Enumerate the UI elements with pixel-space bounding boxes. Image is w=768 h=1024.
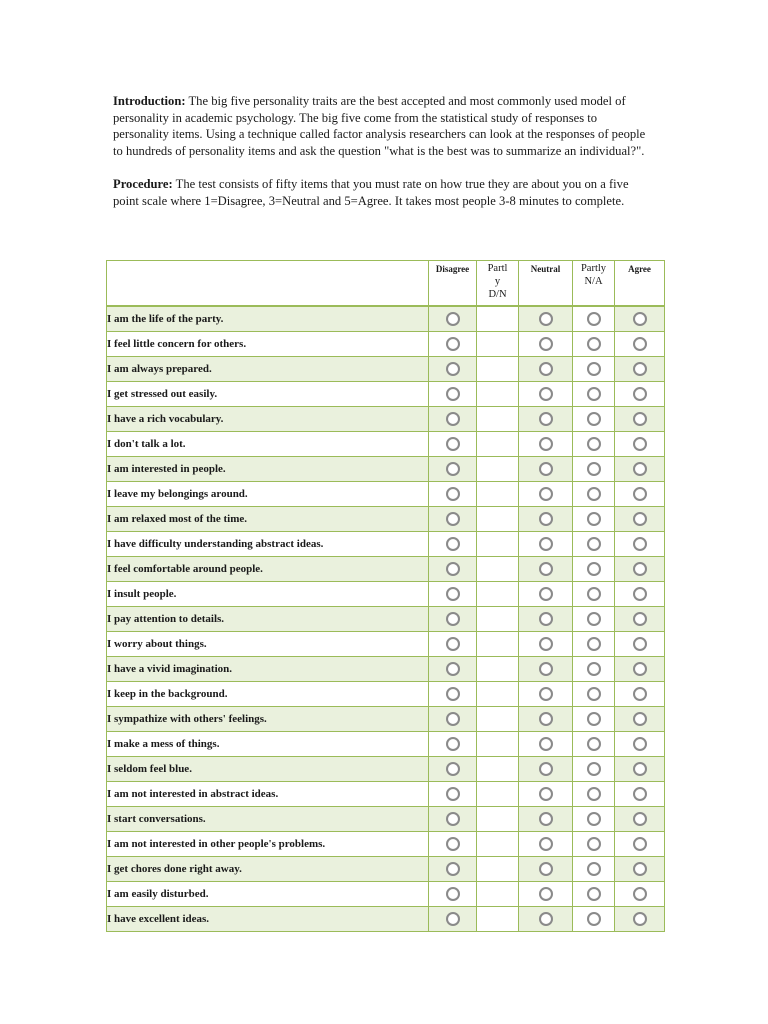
- radio-agree[interactable]: [633, 412, 647, 426]
- option-cell-agree: [615, 657, 665, 682]
- survey-row: [107, 507, 665, 532]
- statement-label: I make a mess of things.: [107, 732, 429, 757]
- option-cell-neutral: [519, 732, 573, 757]
- radio-agree[interactable]: [633, 562, 647, 576]
- procedure-heading: Procedure: [113, 177, 169, 192]
- radio-partly-na[interactable]: [587, 537, 601, 551]
- option-cell-disagree: [429, 457, 477, 482]
- option-cell-partly-na: [573, 532, 615, 557]
- option-cell-disagree: [429, 382, 477, 407]
- radio-disagree[interactable]: [446, 812, 460, 826]
- option-cell-agree: [615, 732, 665, 757]
- radio-agree[interactable]: [633, 512, 647, 526]
- radio-partly-na[interactable]: [587, 887, 601, 901]
- radio-agree[interactable]: [633, 912, 647, 926]
- option-cell-partly-na: [573, 507, 615, 532]
- option-cell-disagree: [429, 532, 477, 557]
- radio-agree[interactable]: [633, 587, 647, 601]
- option-cell-neutral: [519, 757, 573, 782]
- option-cell-partly-dn: [477, 657, 519, 682]
- statement-label: I start conversations.: [107, 807, 429, 832]
- option-cell-disagree: [429, 332, 477, 357]
- option-cell-disagree: [429, 507, 477, 532]
- option-cell-neutral: [519, 332, 573, 357]
- option-cell-disagree: [429, 657, 477, 682]
- radio-disagree[interactable]: [446, 412, 460, 426]
- header-row: [107, 261, 665, 307]
- statement-label: I have a rich vocabulary.: [107, 407, 429, 432]
- option-cell-agree: [615, 482, 665, 507]
- radio-partly-na[interactable]: [587, 687, 601, 701]
- option-cell-agree: [615, 332, 665, 357]
- radio-partly-na[interactable]: [587, 762, 601, 776]
- statement-label: I have excellent ideas.: [107, 907, 429, 932]
- statement-label: I am relaxed most of the time.: [107, 507, 429, 532]
- radio-partly-na[interactable]: [587, 912, 601, 926]
- option-cell-neutral: [519, 782, 573, 807]
- option-cell-agree: [615, 682, 665, 707]
- option-cell-disagree: [429, 357, 477, 382]
- survey-row: [107, 607, 665, 632]
- option-cell-partly-na: [573, 357, 615, 382]
- option-cell-agree: [615, 757, 665, 782]
- statement-label: I insult people.: [107, 582, 429, 607]
- option-cell-partly-dn: [477, 857, 519, 882]
- radio-partly-na[interactable]: [587, 612, 601, 626]
- survey-row: [107, 732, 665, 757]
- radio-agree[interactable]: [633, 362, 647, 376]
- statement-label: I get chores done right away.: [107, 857, 429, 882]
- radio-neutral[interactable]: [539, 887, 553, 901]
- option-cell-agree: [615, 907, 665, 932]
- option-cell-agree: [615, 882, 665, 907]
- radio-neutral[interactable]: [539, 862, 553, 876]
- radio-disagree[interactable]: [446, 512, 460, 526]
- statement-label: I feel comfortable around people.: [107, 557, 429, 582]
- option-cell-partly-dn: [477, 632, 519, 657]
- option-cell-partly-na: [573, 607, 615, 632]
- radio-disagree[interactable]: [446, 787, 460, 801]
- statement-label: I am interested in people.: [107, 457, 429, 482]
- introduction-paragraph: Introduction: The big five personality traits are the best accepted and most commonly used model of personality in academic psychology. The big five come from the statistical study of responses to personality items. Using a technique called factor analysis researchers can look at the responses of people to hundreds of personality items and ask the question "what is the best was to summarize an individual?".: [113, 94, 646, 158]
- survey-row: [107, 482, 665, 507]
- option-cell-disagree: [429, 832, 477, 857]
- radio-agree[interactable]: [633, 762, 647, 776]
- radio-disagree[interactable]: [446, 737, 460, 751]
- option-cell-partly-na: [573, 657, 615, 682]
- radio-disagree[interactable]: [446, 312, 460, 326]
- option-cell-partly-dn: [477, 482, 519, 507]
- option-cell-partly-na: [573, 482, 615, 507]
- personality-survey-table: [106, 260, 665, 932]
- option-cell-partly-na: [573, 557, 615, 582]
- option-cell-partly-na: [573, 707, 615, 732]
- option-cell-disagree: [429, 306, 477, 332]
- survey-row: [107, 882, 665, 907]
- option-cell-disagree: [429, 582, 477, 607]
- option-cell-partly-dn: [477, 607, 519, 632]
- survey-row: [107, 857, 665, 882]
- radio-neutral[interactable]: [539, 912, 553, 926]
- radio-agree[interactable]: [633, 712, 647, 726]
- introduction-heading: Introduction: [113, 94, 182, 108]
- statement-label: I leave my belongings around.: [107, 482, 429, 507]
- survey-row: [107, 382, 665, 407]
- option-cell-agree: [615, 782, 665, 807]
- option-cell-partly-na: [573, 407, 615, 432]
- statement-label: I sympathize with others' feelings.: [107, 707, 429, 732]
- option-cell-partly-na: [573, 807, 615, 832]
- radio-partly-na[interactable]: [587, 862, 601, 876]
- survey-row: [107, 707, 665, 732]
- radio-partly-na[interactable]: [587, 712, 601, 726]
- option-cell-agree: [615, 857, 665, 882]
- survey-row: [107, 907, 665, 932]
- option-cell-neutral: [519, 306, 573, 332]
- radio-neutral[interactable]: [539, 612, 553, 626]
- option-cell-agree: [615, 507, 665, 532]
- option-cell-partly-na: [573, 432, 615, 457]
- statement-label: I am always prepared.: [107, 357, 429, 382]
- radio-neutral[interactable]: [539, 462, 553, 476]
- radio-disagree[interactable]: [446, 687, 460, 701]
- introduction-text: The big five personality traits are the best accepted and most commonly used model of personality in academic psychology. The big five come from the statistical study of responses to personality items. Using a technique called factor analysis researchers can look at the responses of people to hundreds of personality items and ask the question "what is the best was to summarize an individual?".: [113, 94, 646, 158]
- option-cell-neutral: [519, 857, 573, 882]
- column-header-neutral: Neutral: [519, 261, 573, 307]
- option-cell-disagree: [429, 807, 477, 832]
- radio-partly-na[interactable]: [587, 637, 601, 651]
- radio-neutral[interactable]: [539, 737, 553, 751]
- option-cell-partly-dn: [477, 357, 519, 382]
- radio-agree[interactable]: [633, 437, 647, 451]
- option-cell-partly-na: [573, 882, 615, 907]
- survey-row: [107, 632, 665, 657]
- survey-row: [107, 332, 665, 357]
- option-cell-disagree: [429, 782, 477, 807]
- option-cell-agree: [615, 457, 665, 482]
- option-cell-partly-dn: [477, 532, 519, 557]
- option-cell-neutral: [519, 632, 573, 657]
- option-cell-partly-na: [573, 832, 615, 857]
- radio-disagree[interactable]: [446, 537, 460, 551]
- column-header-disagree: Disagree: [429, 261, 477, 307]
- radio-neutral[interactable]: [539, 687, 553, 701]
- radio-agree[interactable]: [633, 887, 647, 901]
- option-cell-partly-dn: [477, 732, 519, 757]
- radio-agree[interactable]: [633, 787, 647, 801]
- radio-neutral[interactable]: [539, 412, 553, 426]
- option-cell-disagree: [429, 632, 477, 657]
- option-cell-partly-dn: [477, 332, 519, 357]
- option-cell-partly-dn: [477, 407, 519, 432]
- survey-row: [107, 557, 665, 582]
- radio-agree[interactable]: [633, 687, 647, 701]
- radio-disagree[interactable]: [446, 712, 460, 726]
- option-cell-agree: [615, 807, 665, 832]
- radio-agree[interactable]: [633, 337, 647, 351]
- radio-partly-na[interactable]: [587, 662, 601, 676]
- radio-partly-na[interactable]: [587, 362, 601, 376]
- option-cell-neutral: [519, 357, 573, 382]
- radio-partly-na[interactable]: [587, 812, 601, 826]
- radio-neutral[interactable]: [539, 587, 553, 601]
- statement-label: I keep in the background.: [107, 682, 429, 707]
- option-cell-partly-na: [573, 382, 615, 407]
- radio-disagree[interactable]: [446, 462, 460, 476]
- survey-body: [107, 306, 665, 932]
- option-cell-partly-na: [573, 757, 615, 782]
- option-cell-neutral: [519, 457, 573, 482]
- statement-column-header: [107, 261, 429, 307]
- option-cell-agree: [615, 432, 665, 457]
- radio-neutral[interactable]: [539, 337, 553, 351]
- radio-partly-na[interactable]: [587, 737, 601, 751]
- option-cell-disagree: [429, 732, 477, 757]
- radio-partly-na[interactable]: [587, 562, 601, 576]
- column-header-partly-na: Partly N/A: [573, 261, 615, 307]
- option-cell-partly-na: [573, 907, 615, 932]
- option-cell-neutral: [519, 432, 573, 457]
- survey-row: [107, 782, 665, 807]
- survey-row: [107, 457, 665, 482]
- radio-disagree[interactable]: [446, 437, 460, 451]
- statement-label: I feel little concern for others.: [107, 332, 429, 357]
- radio-partly-na[interactable]: [587, 837, 601, 851]
- survey-row: [107, 532, 665, 557]
- option-cell-neutral: [519, 407, 573, 432]
- instructions: [113, 93, 653, 210]
- radio-agree[interactable]: [633, 612, 647, 626]
- radio-disagree[interactable]: [446, 837, 460, 851]
- survey-row: [107, 357, 665, 382]
- radio-neutral[interactable]: [539, 662, 553, 676]
- option-cell-partly-dn: [477, 832, 519, 857]
- radio-disagree[interactable]: [446, 662, 460, 676]
- survey-row: [107, 832, 665, 857]
- survey-row: [107, 407, 665, 432]
- option-cell-partly-na: [573, 732, 615, 757]
- option-cell-disagree: [429, 907, 477, 932]
- option-cell-partly-dn: [477, 682, 519, 707]
- option-cell-agree: [615, 607, 665, 632]
- radio-disagree[interactable]: [446, 562, 460, 576]
- option-cell-disagree: [429, 707, 477, 732]
- survey-row: [107, 657, 665, 682]
- option-cell-disagree: [429, 407, 477, 432]
- radio-neutral[interactable]: [539, 787, 553, 801]
- option-cell-partly-dn: [477, 807, 519, 832]
- radio-neutral[interactable]: [539, 762, 553, 776]
- radio-agree[interactable]: [633, 837, 647, 851]
- radio-neutral[interactable]: [539, 637, 553, 651]
- column-header-partly-dn: Partl y D/N: [477, 261, 519, 307]
- radio-disagree[interactable]: [446, 362, 460, 376]
- radio-partly-na[interactable]: [587, 437, 601, 451]
- statement-label: I am the life of the party.: [107, 306, 429, 332]
- option-cell-neutral: [519, 532, 573, 557]
- radio-neutral[interactable]: [539, 312, 553, 326]
- statement-label: I seldom feel blue.: [107, 757, 429, 782]
- radio-disagree[interactable]: [446, 337, 460, 351]
- option-cell-partly-na: [573, 306, 615, 332]
- survey-row: [107, 682, 665, 707]
- radio-neutral[interactable]: [539, 362, 553, 376]
- radio-agree[interactable]: [633, 537, 647, 551]
- option-cell-neutral: [519, 382, 573, 407]
- radio-partly-na[interactable]: [587, 587, 601, 601]
- procedure-text: The test consists of fifty items that you must rate on how true they are about you on a five point scale where 1=Disagree, 3=Neutral and 5=Agree. It takes most people 3-8 minutes to complete.: [113, 177, 629, 208]
- option-cell-partly-dn: [477, 707, 519, 732]
- option-cell-agree: [615, 832, 665, 857]
- radio-neutral[interactable]: [539, 512, 553, 526]
- radio-agree[interactable]: [633, 387, 647, 401]
- option-cell-agree: [615, 707, 665, 732]
- option-cell-disagree: [429, 432, 477, 457]
- option-cell-partly-na: [573, 782, 615, 807]
- radio-partly-na[interactable]: [587, 312, 601, 326]
- radio-disagree[interactable]: [446, 612, 460, 626]
- statement-label: I am not interested in abstract ideas.: [107, 782, 429, 807]
- option-cell-agree: [615, 382, 665, 407]
- option-cell-partly-dn: [477, 557, 519, 582]
- radio-neutral[interactable]: [539, 837, 553, 851]
- option-cell-disagree: [429, 857, 477, 882]
- radio-neutral[interactable]: [539, 387, 553, 401]
- option-cell-partly-dn: [477, 457, 519, 482]
- radio-disagree[interactable]: [446, 637, 460, 651]
- radio-agree[interactable]: [633, 487, 647, 501]
- radio-partly-na[interactable]: [587, 487, 601, 501]
- option-cell-agree: [615, 407, 665, 432]
- radio-disagree[interactable]: [446, 912, 460, 926]
- statement-label: I worry about things.: [107, 632, 429, 657]
- radio-agree[interactable]: [633, 862, 647, 876]
- option-cell-partly-dn: [477, 907, 519, 932]
- option-cell-neutral: [519, 582, 573, 607]
- option-cell-neutral: [519, 657, 573, 682]
- survey-row: [107, 757, 665, 782]
- radio-partly-na[interactable]: [587, 512, 601, 526]
- radio-disagree[interactable]: [446, 587, 460, 601]
- option-cell-neutral: [519, 807, 573, 832]
- statement-label: I get stressed out easily.: [107, 382, 429, 407]
- option-cell-partly-na: [573, 457, 615, 482]
- statement-label: I have difficulty understanding abstract ideas.: [107, 532, 429, 557]
- option-cell-disagree: [429, 482, 477, 507]
- radio-neutral[interactable]: [539, 487, 553, 501]
- option-cell-partly-na: [573, 682, 615, 707]
- radio-neutral[interactable]: [539, 562, 553, 576]
- option-cell-agree: [615, 532, 665, 557]
- statement-label: I am easily disturbed.: [107, 882, 429, 907]
- option-cell-partly-dn: [477, 882, 519, 907]
- radio-agree[interactable]: [633, 462, 647, 476]
- option-cell-partly-dn: [477, 782, 519, 807]
- option-cell-neutral: [519, 882, 573, 907]
- option-cell-partly-na: [573, 857, 615, 882]
- radio-disagree[interactable]: [446, 762, 460, 776]
- radio-disagree[interactable]: [446, 487, 460, 501]
- statement-label: I don't talk a lot.: [107, 432, 429, 457]
- radio-agree[interactable]: [633, 637, 647, 651]
- survey-row: [107, 306, 665, 332]
- option-cell-neutral: [519, 832, 573, 857]
- radio-neutral[interactable]: [539, 712, 553, 726]
- option-cell-disagree: [429, 882, 477, 907]
- option-cell-disagree: [429, 757, 477, 782]
- procedure-paragraph: Procedure: The test consists of fifty items that you must rate on how true they are about you on a five point scale where 1=Disagree, 3=Neutral and 5=Agree. It takes most people 3-8 minutes to complete.: [113, 177, 629, 208]
- radio-disagree[interactable]: [446, 862, 460, 876]
- radio-partly-na[interactable]: [587, 462, 601, 476]
- radio-agree[interactable]: [633, 737, 647, 751]
- option-cell-partly-na: [573, 632, 615, 657]
- option-cell-neutral: [519, 907, 573, 932]
- survey-row: [107, 807, 665, 832]
- option-cell-partly-dn: [477, 507, 519, 532]
- option-cell-neutral: [519, 557, 573, 582]
- radio-partly-na[interactable]: [587, 787, 601, 801]
- option-cell-neutral: [519, 607, 573, 632]
- option-cell-partly-dn: [477, 382, 519, 407]
- radio-partly-na[interactable]: [587, 387, 601, 401]
- radio-agree[interactable]: [633, 812, 647, 826]
- option-cell-disagree: [429, 557, 477, 582]
- option-cell-agree: [615, 306, 665, 332]
- survey-row: [107, 582, 665, 607]
- option-cell-agree: [615, 582, 665, 607]
- radio-agree[interactable]: [633, 312, 647, 326]
- option-cell-partly-dn: [477, 306, 519, 332]
- option-cell-disagree: [429, 682, 477, 707]
- column-header-agree: Agree: [615, 261, 665, 307]
- option-cell-neutral: [519, 682, 573, 707]
- radio-neutral[interactable]: [539, 537, 553, 551]
- statement-label: I pay attention to details.: [107, 607, 429, 632]
- option-cell-partly-na: [573, 332, 615, 357]
- option-cell-neutral: [519, 482, 573, 507]
- option-cell-neutral: [519, 707, 573, 732]
- option-cell-partly-dn: [477, 432, 519, 457]
- option-cell-partly-dn: [477, 757, 519, 782]
- option-cell-agree: [615, 557, 665, 582]
- option-cell-disagree: [429, 607, 477, 632]
- radio-disagree[interactable]: [446, 387, 460, 401]
- radio-neutral[interactable]: [539, 437, 553, 451]
- radio-partly-na[interactable]: [587, 412, 601, 426]
- survey-row: [107, 432, 665, 457]
- statement-label: I am not interested in other people's problems.: [107, 832, 429, 857]
- radio-partly-na[interactable]: [587, 337, 601, 351]
- option-cell-partly-dn: [477, 582, 519, 607]
- option-cell-agree: [615, 632, 665, 657]
- statement-label: I have a vivid imagination.: [107, 657, 429, 682]
- option-cell-agree: [615, 357, 665, 382]
- option-cell-partly-na: [573, 582, 615, 607]
- radio-neutral[interactable]: [539, 812, 553, 826]
- radio-agree[interactable]: [633, 662, 647, 676]
- option-cell-neutral: [519, 507, 573, 532]
- radio-disagree[interactable]: [446, 887, 460, 901]
